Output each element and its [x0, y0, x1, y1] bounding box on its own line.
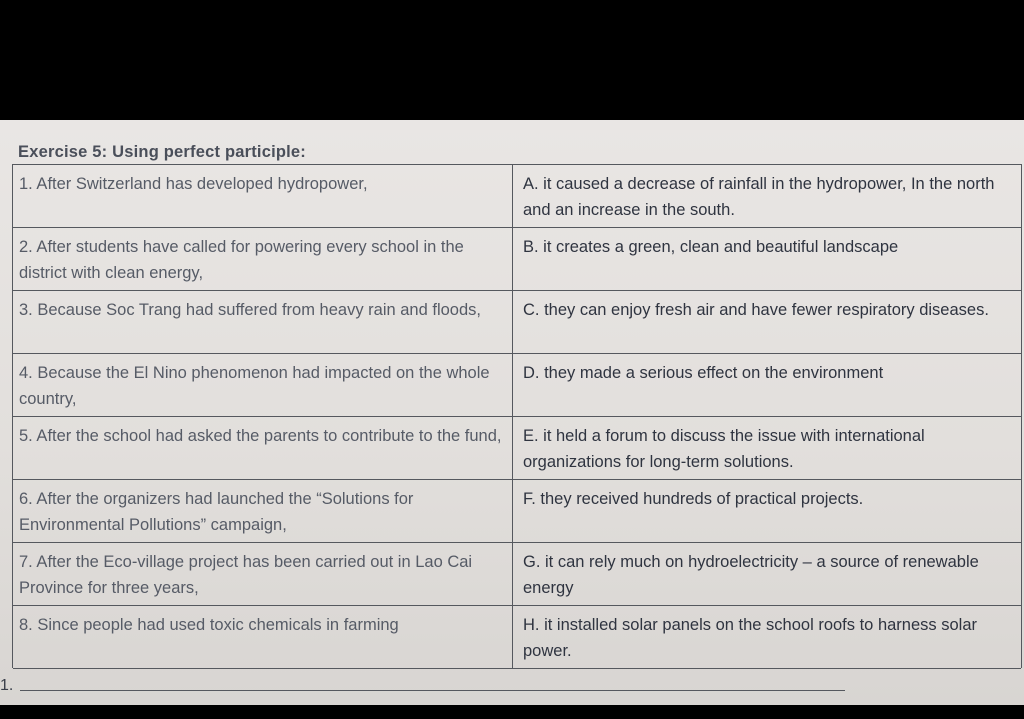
clause-5: 5. After the school had asked the parents to contribute to the fund, [19, 427, 502, 445]
clause-f: F. they received hundreds of practical projects. [523, 490, 864, 508]
table-row [13, 228, 1021, 291]
clause-1: 1. After Switzerland has developed hydropower, [19, 175, 368, 193]
clause-d: D. they made a serious effect on the environment [523, 364, 884, 382]
matching-table [12, 164, 1022, 668]
clause-4: 4. Because the El Nino phenomenon had impacted on the whole country, [19, 364, 490, 408]
clause-2: 2. After students have called for powering every school in the district with clean energy, [19, 238, 464, 282]
table-row [13, 417, 1021, 480]
clause-7: 7. After the Eco-village project has been carried out in Lao Cai Province for three years, [19, 553, 473, 597]
table-row [13, 354, 1021, 417]
table-row [13, 543, 1021, 606]
answer-line [20, 690, 845, 691]
worksheet-paper [0, 120, 1024, 705]
clause-6: 6. After the organizers had launched the “Solutions for Environmental Pollutions” campaign, [19, 490, 414, 534]
clause-c: C. they can enjoy fresh air and have fewer respiratory diseases. [523, 301, 989, 319]
clause-3: 3. Because Soc Trang had suffered from heavy rain and floods, [19, 301, 481, 319]
table-row [13, 291, 1021, 354]
clause-g: G. it can rely much on hydroelectricity – a source of renewable energy [523, 553, 979, 597]
clause-b: B. it creates a green, clean and beautiful landscape [523, 238, 899, 256]
table-row [13, 606, 1021, 669]
clause-a: A. it caused a decrease of rainfall in the hydropower, In the north and an increase in the south. [523, 175, 995, 219]
exercise-title: Exercise 5: Using perfect participle: [18, 143, 307, 161]
clause-h: H. it installed solar panels on the school roofs to harness solar power. [523, 616, 977, 660]
clause-e: E. it held a forum to discuss the issue with international organizations for long-term solutions. [523, 427, 925, 471]
answer-prefix: 1. [0, 677, 14, 694]
table-row [13, 165, 1021, 228]
table-row [13, 480, 1021, 543]
clause-8: 8. Since people had used toxic chemicals in farming [19, 616, 399, 634]
